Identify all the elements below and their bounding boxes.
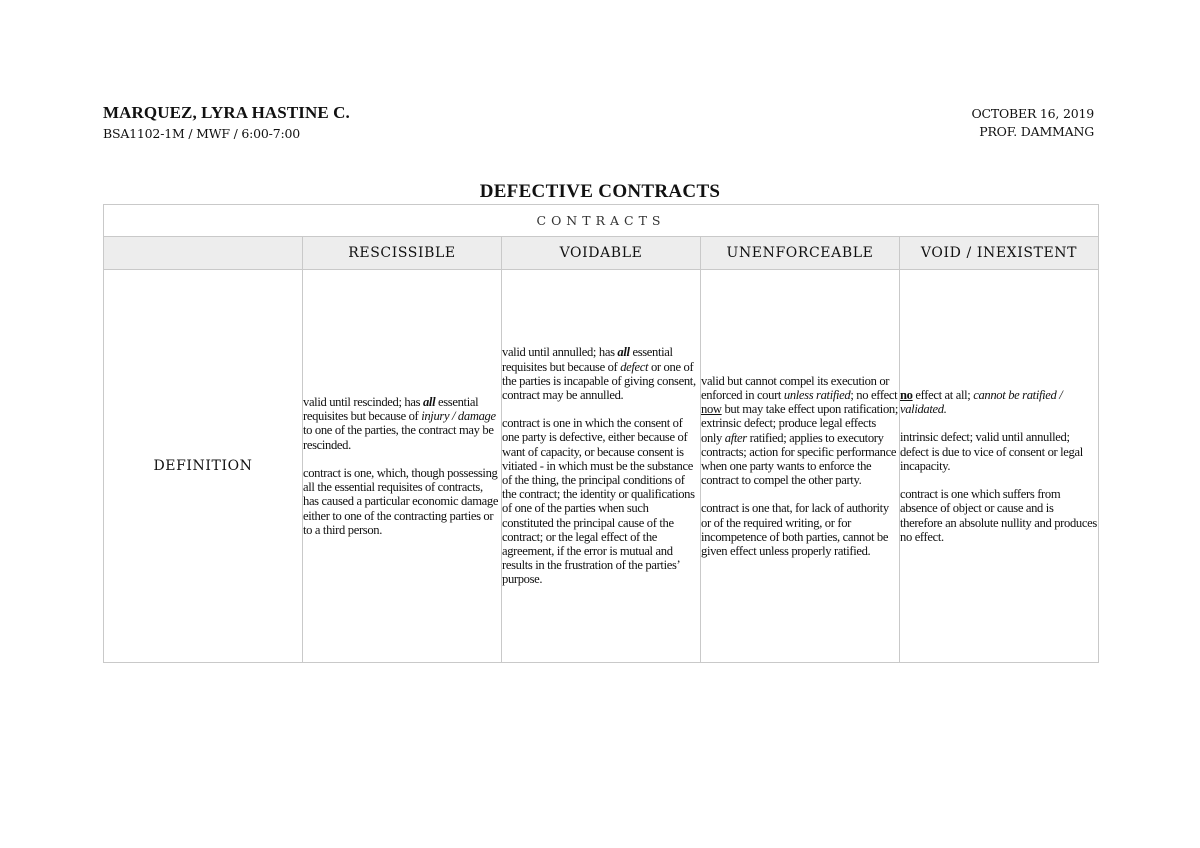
cell-rescissible bbox=[303, 270, 502, 663]
date-professor-info bbox=[971, 105, 1094, 141]
void-summary: no effect at all; cannot be ratified / validated. bbox=[900, 388, 1063, 417]
student-name: MARQUEZ, LYRA HASTINE C. bbox=[103, 103, 350, 122]
cell-unenforceable bbox=[701, 270, 900, 663]
unenforceable-summary: valid but cannot compel its execution or enforced in court unless ratified; no effect now but may take effect upon ratification; extrinsic defect; produce legal effects only after ratified; applies to executory contracts; action for specific performance when one party wants to enforce the contract to compel the other party. bbox=[701, 373, 898, 488]
column-header-unenforceable: UNENFORCEABLE bbox=[701, 237, 900, 270]
definition-row bbox=[104, 270, 1099, 663]
void-defect-note: intrinsic defect; valid until annulled; defect is due to vice of consent or legal incapacity. bbox=[900, 430, 1083, 473]
cell-voidable bbox=[502, 270, 701, 663]
student-info bbox=[103, 103, 350, 141]
group-label: CONTRACTS bbox=[104, 205, 1099, 237]
rescissible-definition: contract is one, which, though possessing all the essential requisites of contracts, has caused a particular economic damage either to one of the contracting parties or to a third person. bbox=[303, 465, 499, 537]
professor-name: PROF. DAMMANG bbox=[979, 124, 1094, 139]
row-header-definition: DEFINITION bbox=[104, 270, 303, 663]
voidable-definition: contract is one in which the consent of one party is defective, either because of want of capacity, or because consent is vitiated - in which must be the substance of the thing, the principal conditions of the contract; the identity or qualifications of one of the parties when such constituted the principal cause of the contract; or the legal effect of the agreement, if the error is mutual and results in the frustration of the parties’ purpose. bbox=[502, 416, 695, 587]
rescissible-summary: valid until rescinded; has all essential requisites but because of injury / damage to one of the parties, the contract may be rescinded. bbox=[303, 395, 496, 452]
column-header-void: VOID / INEXISTENT bbox=[900, 237, 1099, 270]
column-header-empty bbox=[104, 237, 303, 270]
void-definition: contract is one which suffers from absence of object or cause and is therefore an absolute nullity and produces no effect. bbox=[900, 487, 1097, 544]
cell-void bbox=[900, 270, 1099, 663]
unenforceable-definition: contract is one that, for lack of authority or of the required writing, or for incompetence of both parties, cannot be given effect unless properly ratified. bbox=[701, 501, 889, 559]
voidable-summary: valid until annulled; has all essential requisites but because of defect or one of the parties is incapable of giving consent, contract may be annulled. bbox=[502, 345, 696, 402]
document-date: OCTOBER 16, 2019 bbox=[971, 106, 1094, 121]
column-header-rescissible: RESCISSIBLE bbox=[303, 237, 502, 270]
course-schedule: BSA1102-1M / MWF / 6:00-7:00 bbox=[103, 126, 300, 141]
column-header-row bbox=[104, 237, 1099, 270]
column-header-voidable: VOIDABLE bbox=[502, 237, 701, 270]
document-title: DEFECTIVE CONTRACTS bbox=[479, 181, 721, 202]
group-header-row bbox=[104, 205, 1099, 237]
contracts-table bbox=[103, 204, 1099, 663]
